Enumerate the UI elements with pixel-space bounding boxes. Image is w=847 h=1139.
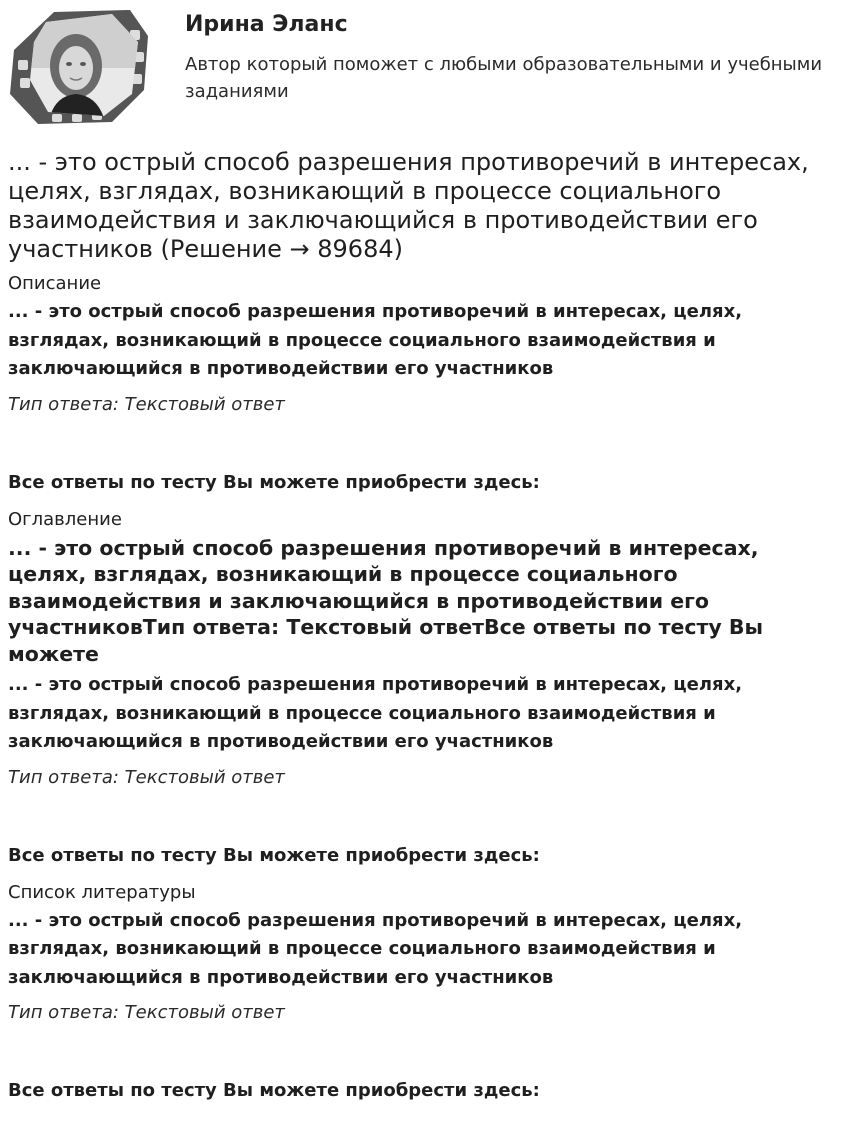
references-question: ... - это острый способ разрешения противоречий в интересах, целях, взглядах, возникающий в процессе социального взаимодействия и заключающийся в противодействии его участников [8,909,743,988]
main-content [8,148,833,1103]
description-label: Описание [8,273,102,294]
toc-label: Оглавление [8,508,122,530]
toc-answer-type: Тип ответа: Текстовый ответ [8,766,285,788]
author-name[interactable]: Ирина Эланс [185,12,348,37]
toc-question: ... - это острый способ разрешения противоречий в интересах, целях, взглядах, возникающий в процессе социального взаимодействия и заключающийся в противодействии его участников [8,674,743,752]
author-avatar[interactable] [8,8,150,126]
references-answer-type: Тип ответа: Текстовый ответ [8,1002,285,1023]
description-buy-text: Все ответы по тесту Вы можете приобрести здесь: [8,471,540,493]
description-answer-type: Тип ответа: Текстовый ответ [8,393,285,415]
toc-heading: ... - это острый способ разрешения противоречий в интересах, целях, взглядах, возникающий в процессе социального взаимодействия и заключающийся в противодействии его участниковТип ответа: Текстовый ответВсе ответы по тесту Вы можете [8,535,764,666]
references-section [8,881,833,1104]
toc-buy-text: Все ответы по тесту Вы можете приобрести здесь: [8,844,540,866]
description-section [8,272,833,495]
description-question: ... - это острый способ разрешения противоречий в интересах, целях, взглядах, возникающий в процессе социального взаимодействия и заключающийся в противодействии его участников [8,301,743,379]
references-buy-text: Все ответы по тесту Вы можете приобрести здесь: [8,1080,540,1101]
toc-section [8,508,833,868]
author-description: Автор который поможет с любыми образовательными и учебными заданиями [185,54,823,102]
author-header [0,0,847,130]
references-label: Список литературы [8,881,196,903]
page-title: ... - это острый способ разрешения противоречий в интересах, целях, взглядах, возникающий в процессе социального взаимодействия и заключающийся в противодействии его участников (Решение → 89684) [8,148,809,263]
